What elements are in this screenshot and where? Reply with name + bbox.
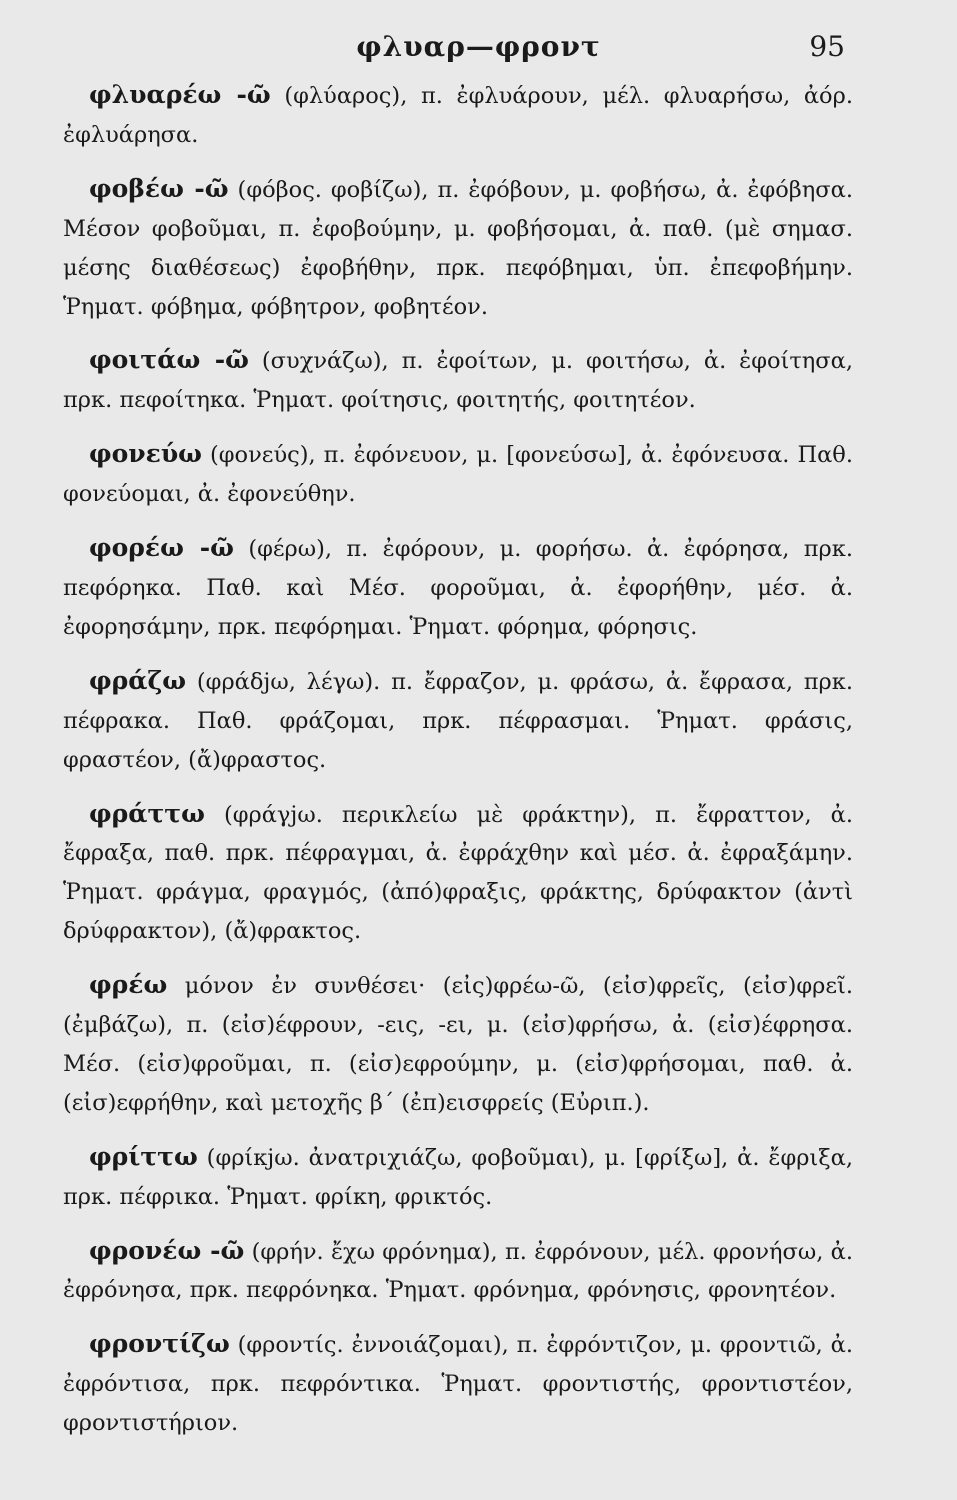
entry-headword: φρίττω [89,1141,198,1171]
entry-headword: φορέω -ῶ [89,533,234,563]
entry-headword: φροντίζω [89,1329,230,1359]
entry-headword: φοιτάω -ῶ [89,345,249,375]
entry-headword: φλυαρέω -ῶ [89,80,271,109]
entry-headword: φράττω [89,798,205,828]
entry-headword: φονεύω [89,439,202,469]
dictionary-entry [63,529,853,647]
dictionary-entry [63,1138,853,1217]
entry-headword: φράζω [89,665,187,695]
dictionary-entries [63,76,853,1458]
dictionary-entry [63,341,853,420]
dictionary-entry [63,170,853,327]
running-head [0,26,957,66]
entry-definition: (φράδjω, λέγω). π. ἔφραζον, μ. φράσω, ἀ. ἔφρασα, πρκ. πέφρακα. Παθ. φράζομαι, πρκ. πέφρασμαι. Ῥηματ. φράσις, φραστέον, (ἄ)φραστος. [63,668,853,773]
entry-definition: (φλύαρος), π. ἐφλυάρουν, μέλ. φλυαρήσω, ἀόρ. ἐφλυάρησα. [63,83,853,148]
entry-definition: (φόβος. φοβίζω), π. ἐφόβουν, μ. φοβήσω, ἀ. ἐφόβησα. Μέσον φοβοῦμαι, π. ἐφοβούμην, μ. φοβήσομαι, ἀ. παθ. (μὲ σημασ. μέσης διαθέσεως) ἐφοβήθην, πρκ. πεφόβημαι, ὑπ. ἐπεφοβήμην. Ῥηματ. φόβημα, φόβητρον, φοβητέον. [63,176,853,320]
entry-headword: φρέω [89,970,168,1000]
entry-definition: (φράγjω. περικλείω μὲ φράκτην), π. ἔφραττον, ἀ. ἔφραξα, παθ. πρκ. πέφραγμαι, ἀ. ἐφράχθην καὶ μέσ. ἀ. ἐφραξάμην. Ῥηματ. φράγμα, φραγμός, (ἀπό)φραξις, φράκτης, δρύφακτον (ἀντὶ δρύφρακτον), (ἄ)φρακτος. [63,801,853,945]
entry-headword: φοβέω -ῶ [89,173,229,203]
dictionary-entry [63,1325,853,1443]
dictionary-entry [63,76,853,155]
entry-definition: (φρήν. ἔχω φρόνημα), π. ἐφρόνουν, μέλ. φρονήσω, ἀ. ἐφρόνησα, πρκ. πεφρόνηκα. Ῥηματ. φρόνημα, φρόνησις, φρονητέον. [63,1238,853,1304]
entry-definition: μόνον ἐν συνθέσει· (εἰς)φρέω-ῶ, (εἰσ)φρεῖς, (εἰσ)φρεῖ. (ἐμβάζω), π. (εἰσ)έφρουν, -εις, -ει, μ. (εἰσ)φρήσω, ἀ. (εἰσ)έφρησα. Μέσ. (εἰσ)φροῦμαι, π. (εἰσ)εφρούμην, μ. (εἰσ)φρήσομαι, παθ. ἀ. (εἰσ)εφρήθην, καὶ μετοχῆς β´ (ἐπ)εισφρείς (Εὐριπ.). [63,973,853,1116]
entry-headword: φρονέω -ῶ [89,1235,245,1265]
entry-definition: (φροντίς. ἐννοιάζομαι), π. ἐφρόντιζον, μ. φροντιῶ, ἀ. ἐφρόντισα, πρκ. πεφρόντικα. Ῥηματ. φροντιστής, φροντιστέον, φροντιστήριον. [63,1332,853,1437]
dictionary-entry [63,662,853,780]
dictionary-entry [63,435,853,514]
entry-definition: (φονεύς), π. ἐφόνευον, μ. [φονεύσω], ἀ. ἐφόνευσα. Παθ. φονεύομαι, ἀ. ἐφονεύθην. [63,442,853,508]
entry-definition: (φρίκjω. ἀνατριχιάζω, φοβοῦμαι), μ. [φρίξω], ἀ. ἔφριξα, πρκ. πέφρικα. Ῥηματ. φρίκη, φρικτός. [63,1144,853,1210]
dictionary-entry [63,795,853,952]
page-number: 95 [809,30,845,63]
entry-definition: (φέρω), π. ἐφόρουν, μ. φορήσω. ἀ. ἐφόρησα, πρκ. πεφόρηκα. Παθ. καὶ Μέσ. φοροῦμαι, ἀ. ἐφορήθην, μέσ. ἀ. ἐφορησάμην, πρκ. πεφόρημαι. Ῥηματ. φόρημα, φόρησις. [63,536,853,640]
entry-definition: (συχνάζω), π. ἐφοίτων, μ. φοιτήσω, ἀ. ἐφοίτησα, πρκ. πεφοίτηκα. Ῥηματ. φοίτησις, φοιτητής, φοιτητέον. [63,348,853,414]
running-title: φλυαρ—φροντ [356,30,601,63]
dictionary-entry [63,966,853,1123]
dictionary-entry [63,1232,853,1311]
